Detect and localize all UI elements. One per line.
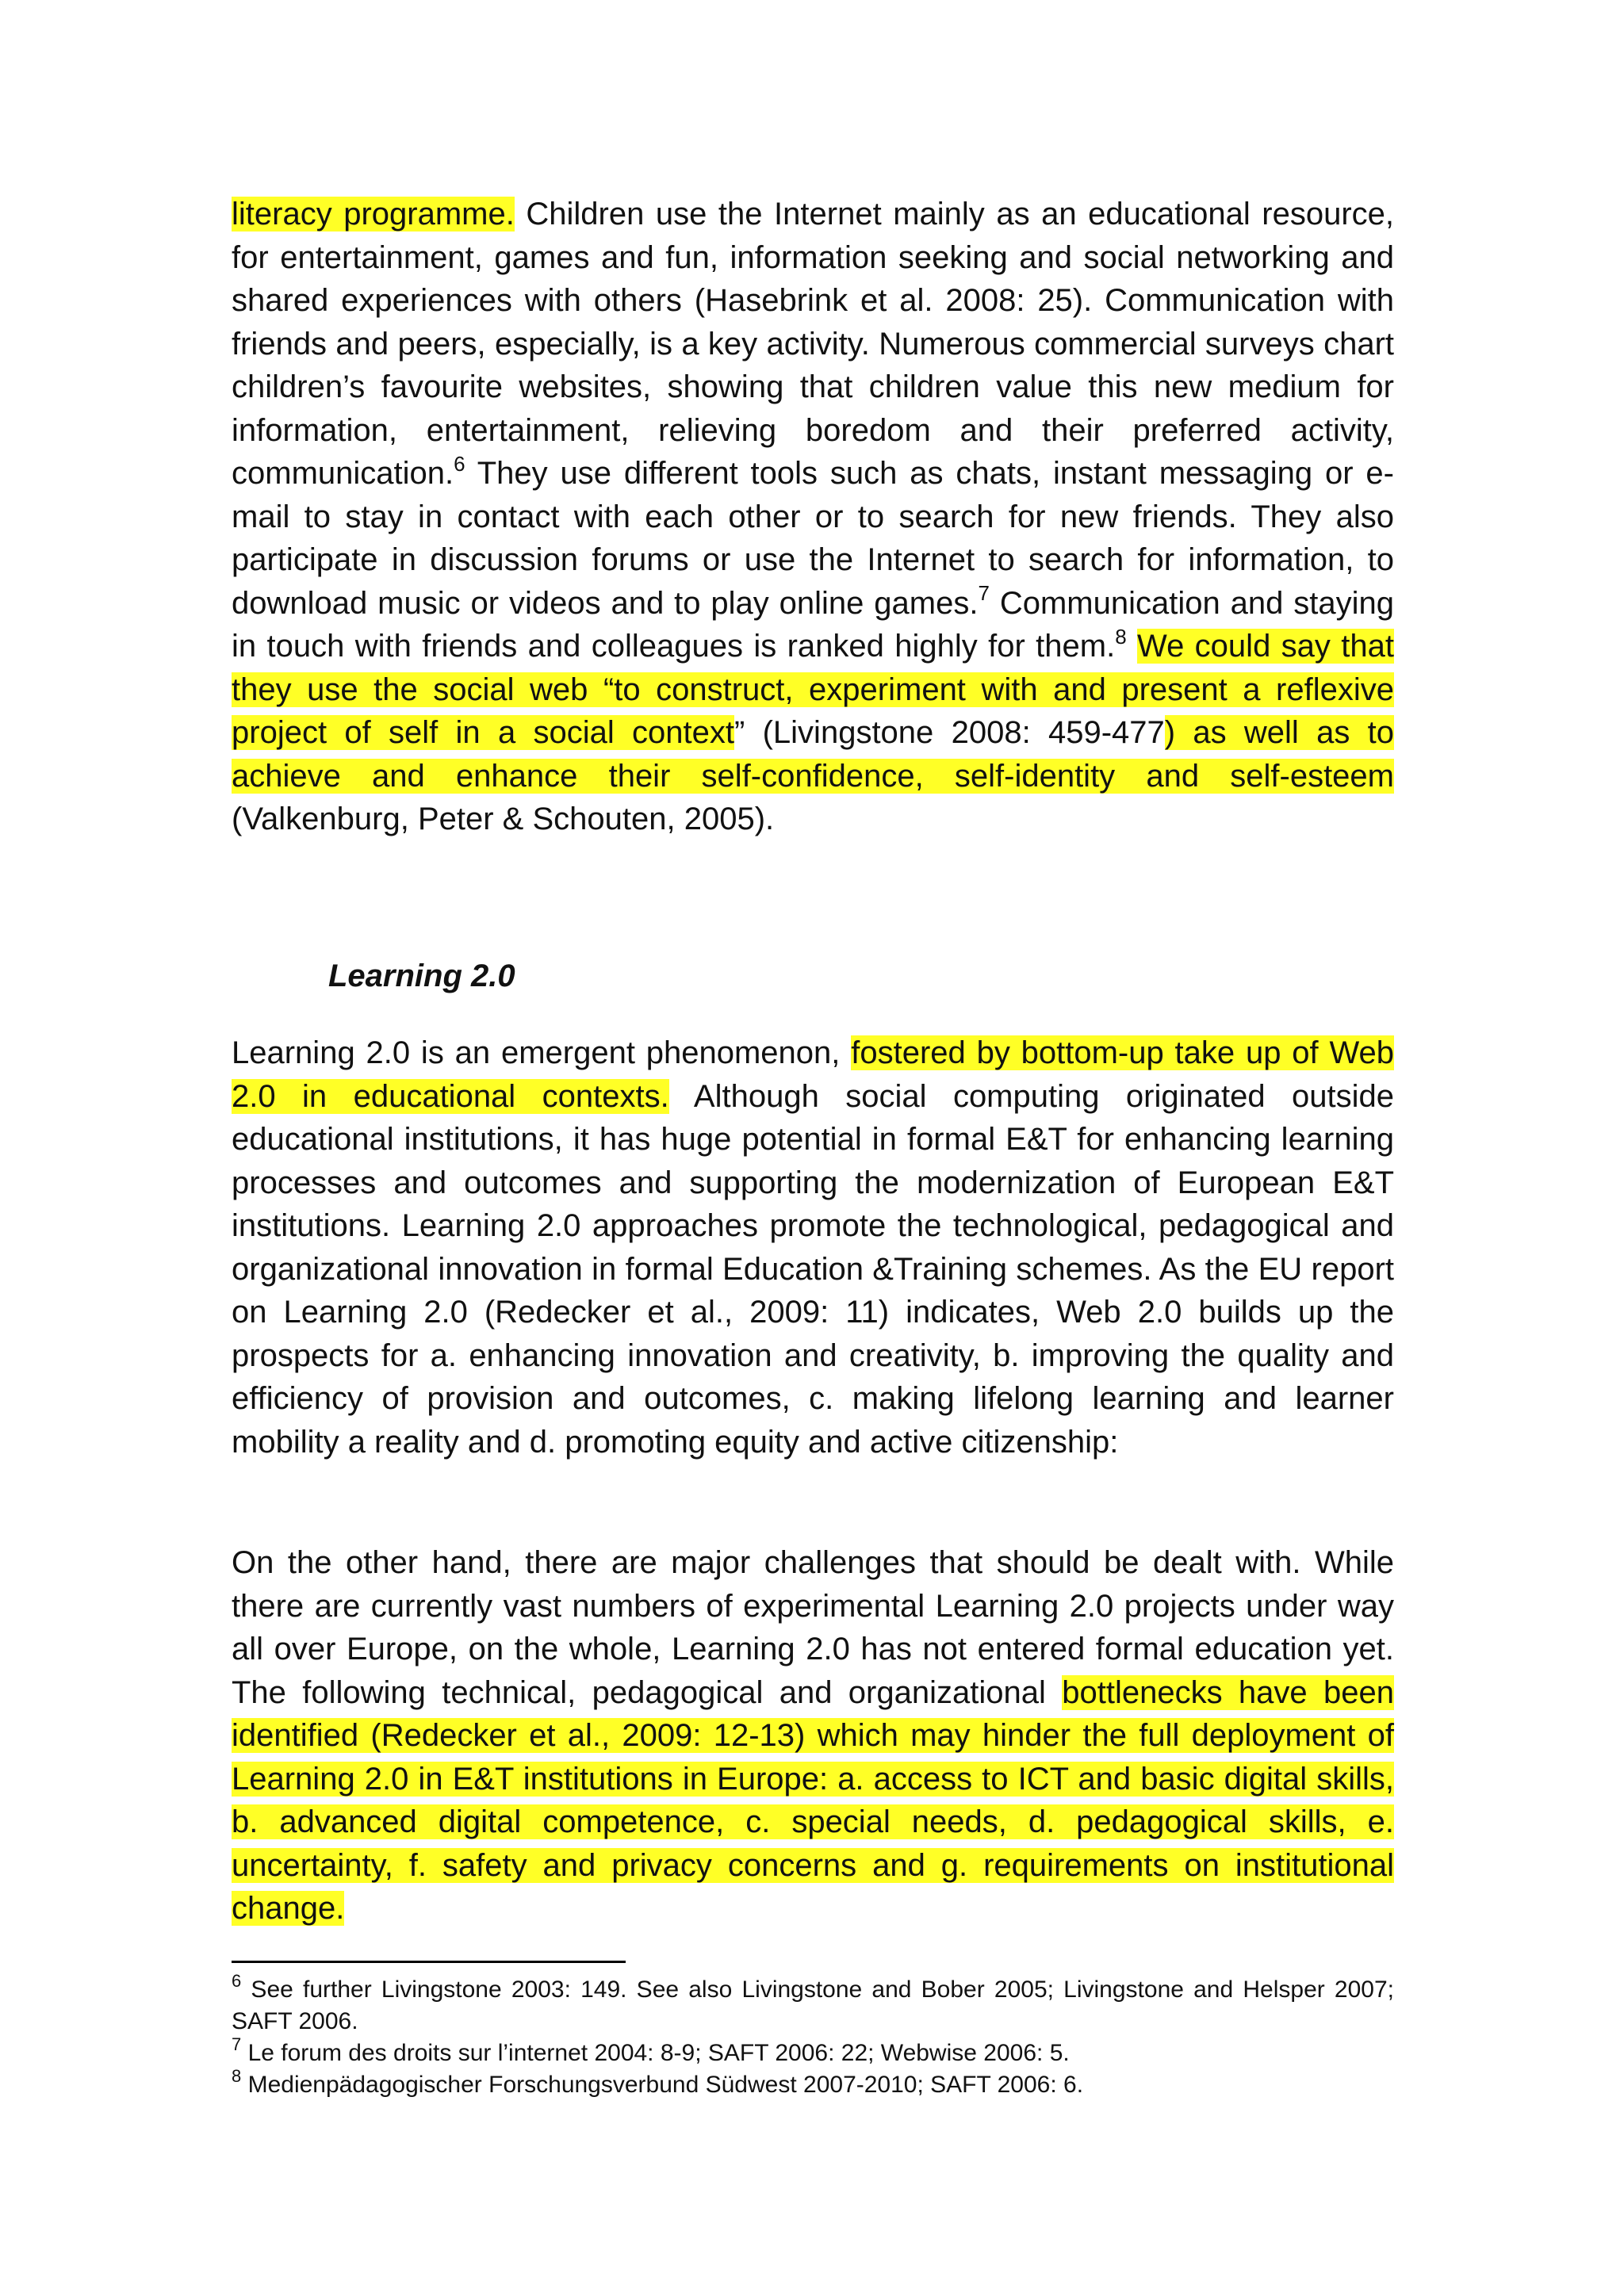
highlighted-text: ) as well as to achieve and enhance their self-confidence, self-identity and self-esteem: [232, 715, 1394, 794]
highlighted-text: We could say that they use the social web “to construct, experiment with and present a reflexive project of self in a social context: [232, 629, 1394, 750]
footnote-text: Le forum des droits sur l’internet 2004: 8-9; SAFT 2006: 22; Webwise 2006: 5.: [241, 2040, 1070, 2066]
highlighted-text: fostered by bottom-up take up of Web 2.0 in educational contexts.: [232, 1035, 1394, 1114]
paragraph-text: Although social computing originated outside educational institutions, it has huge potential in formal E&T for enhancing learning processes and outcomes and supporting the modernization of European E&T institutions. Learning 2.0 approaches promote the technological, pedagogical and organizational innovation in formal Education &Training schemes. As the EU report on Learning 2.0 (Redecker et al., 2009: 11) indicates, Web 2.0 builds up the prospects for a. enhancing innovation and creativity, b. improving the quality and efficiency of provision and outcomes, c. making lifelong learning and learner mobility a reality and d. promoting equity and active citizenship:: [232, 1078, 1394, 1460]
footnote-text: See further Livingstone 2003: 149. See also Livingstone and Bober 2005; Livingstone and Helsper 2007; SAFT 2006.: [232, 1976, 1394, 2034]
paragraph-text: (Valkenburg, Peter & Schouten, 2005).: [232, 802, 775, 836]
body-paragraph-3: [232, 1541, 1394, 1931]
paragraph-text: They use different tools such as chats, instant messaging or e-mail to stay in contact with each other or to search for new friends. They also participate in discussion forums or use the Internet to search for information, to download music or videos and to play online games.: [232, 456, 1394, 621]
paragraph-text: Communication and staying in touch with friends and colleagues is ranked highly for them.: [232, 585, 1394, 664]
footnotes: [232, 1971, 1394, 2101]
paragraph-text: Children use the Internet mainly as an educational resource, for entertainment, games and fun, information seeking and social networking and shared experiences with others (Hasebrink et al. 2008: 25). Communication with friends and peers, especially, is a key activity. Numerous commercial surveys chart children’s favourite websites, showing that children value this new medium for information, entertainment, relieving boredom and their preferred activity, communication.: [232, 197, 1394, 491]
paragraph-text: On the other hand, there are major challenges that should be dealt with. While there are currently vast numbers of experimental Learning 2.0 projects under way all over Europe, on the whole, Learning 2.0 has not entered formal education yet. The following technical, pedagogical and organizational: [232, 1545, 1394, 1710]
footnote-ref-8[interactable]: 8: [1115, 624, 1127, 649]
body-paragraph-1: [232, 193, 1394, 841]
section-heading: Learning 2.0: [328, 959, 515, 993]
footnote-number: 7: [232, 2034, 242, 2054]
body-paragraph-2: [232, 1031, 1394, 1464]
paragraph-text: [1127, 629, 1137, 664]
footnote-ref-6[interactable]: 6: [454, 451, 465, 476]
footnote: [232, 1971, 1394, 2038]
footnote-number: 6: [232, 1971, 242, 1991]
footnote-separator: [232, 1961, 626, 1963]
footnote: [232, 2034, 1394, 2069]
footnote-text: Medienpädagogischer Forschungsverbund Südwest 2007-2010; SAFT 2006: 6.: [241, 2072, 1084, 2098]
footnote: [232, 2066, 1394, 2101]
paragraph-text: ” (Livingstone 2008: 459-477: [734, 715, 1165, 750]
footnote-ref-7[interactable]: 7: [978, 581, 990, 606]
footnote-number: 8: [232, 2066, 242, 2086]
highlighted-text: literacy programme.: [232, 197, 515, 232]
paragraph-text: Learning 2.0 is an emergent phenomenon,: [232, 1035, 852, 1070]
highlighted-text: bottlenecks have been identified (Redecker et al., 2009: 12-13) which may hinder the full deployment of Learning 2.0 in E&T institutions in Europe: a. access to ICT and basic digital skills, b. advanced digital competence, c. special needs, d. pedagogical skills, e. uncertainty, f. safety and privacy concerns and g. requirements on institutional change.: [232, 1674, 1394, 1926]
